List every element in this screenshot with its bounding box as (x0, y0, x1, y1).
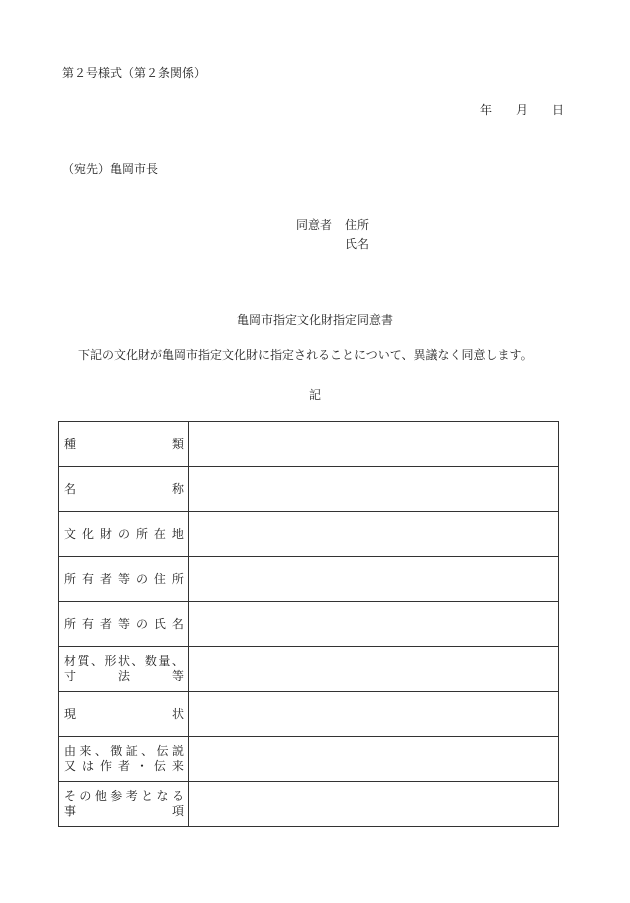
label-char: と (141, 789, 154, 803)
field-value-cell[interactable] (189, 602, 559, 647)
label-char: 数 (144, 654, 157, 668)
label-line (64, 572, 184, 587)
field-label (59, 602, 189, 647)
date-year: 年 (479, 103, 492, 117)
label-char: 住 (153, 571, 166, 586)
label-line (64, 759, 184, 774)
field-label-text (64, 744, 184, 774)
field-label-text (64, 707, 184, 722)
table-row (59, 692, 559, 737)
consenter-label: 同意者 (296, 218, 333, 232)
label-char: 形 (104, 654, 117, 668)
label-line (64, 527, 184, 542)
field-label (59, 422, 189, 467)
label-char: 他 (94, 789, 107, 803)
label-char: 種 (64, 436, 77, 451)
label-char: 文 (64, 526, 77, 541)
label-char: 財 (99, 526, 112, 541)
label-char: 伝 (153, 759, 166, 773)
table-row (59, 422, 559, 467)
field-label-text (64, 572, 184, 587)
field-value-cell[interactable] (189, 647, 559, 692)
label-char: 来 (171, 759, 184, 773)
field-value-cell[interactable] (189, 782, 559, 827)
label-char: 現 (64, 706, 77, 721)
table-row (59, 782, 559, 827)
table-row (59, 557, 559, 602)
label-char: 状 (117, 654, 130, 668)
label-char: 参 (110, 789, 123, 803)
label-line (64, 617, 184, 632)
label-char: 在 (153, 526, 166, 541)
label-char: そ (64, 789, 77, 803)
ki-heading: 記 (308, 388, 321, 402)
label-char: 所 (135, 526, 148, 541)
label-char: 等 (171, 669, 184, 683)
table-row (59, 602, 559, 647)
label-char: 項 (171, 804, 184, 818)
label-char: 作 (99, 759, 112, 773)
label-char: 名 (64, 481, 77, 496)
label-char: 考 (125, 789, 138, 803)
field-value-cell[interactable] (189, 512, 559, 557)
label-char: な (156, 789, 169, 803)
field-label-text (64, 527, 184, 542)
label-char: 質 (77, 654, 90, 668)
label-char: 法 (117, 669, 130, 683)
date-line (480, 103, 564, 117)
label-char: 状 (171, 706, 184, 721)
label-char: 又 (64, 759, 77, 773)
label-char: 説 (171, 744, 184, 758)
form-number: 第２号様式（第２条関係） (62, 66, 207, 80)
field-label (59, 647, 189, 692)
field-label-text (64, 617, 184, 632)
field-value-cell[interactable] (189, 737, 559, 782)
label-char: 材 (64, 654, 77, 668)
label-char: 地 (171, 526, 184, 541)
field-label (59, 557, 189, 602)
field-label (59, 737, 189, 782)
label-line (64, 789, 184, 804)
label-char: 量 (158, 654, 171, 668)
table-row (59, 467, 559, 512)
field-label-text (64, 437, 184, 452)
date-month: 月 (515, 103, 528, 117)
address-label: 住所 (345, 218, 370, 232)
field-label (59, 512, 189, 557)
field-label-text (64, 482, 184, 497)
label-char: 者 (99, 616, 112, 631)
label-char: 氏 (153, 616, 166, 631)
label-char: 等 (117, 616, 130, 631)
field-label-text (64, 654, 184, 684)
label-char: 類 (171, 436, 184, 451)
label-char: 、 (131, 654, 144, 668)
label-char: 、 (141, 744, 154, 758)
table-row (59, 647, 559, 692)
label-line (64, 482, 184, 497)
label-char: は (81, 759, 94, 773)
label-char: の (135, 571, 148, 586)
label-line (64, 744, 184, 759)
label-line (64, 707, 184, 722)
label-char: 有 (81, 616, 94, 631)
label-char: 等 (117, 571, 130, 586)
field-label (59, 692, 189, 737)
label-char: 寸 (64, 669, 77, 683)
form-table (58, 421, 559, 827)
label-char: 有 (81, 571, 94, 586)
field-value-cell[interactable] (189, 422, 559, 467)
date-day: 日 (551, 103, 564, 117)
label-char: の (135, 616, 148, 631)
label-line (64, 654, 184, 669)
label-char: の (117, 526, 130, 541)
label-line (64, 804, 184, 819)
field-value-cell[interactable] (189, 692, 559, 737)
label-char: 者 (99, 571, 112, 586)
label-line (64, 437, 184, 452)
label-char: 所 (64, 571, 77, 586)
label-char: 、 (94, 744, 107, 758)
label-char: の (79, 789, 92, 803)
field-value-cell[interactable] (189, 557, 559, 602)
label-char: 、 (90, 654, 103, 668)
label-char: 者 (117, 759, 130, 773)
label-char: 、 (171, 654, 184, 668)
label-char: 化 (81, 526, 94, 541)
field-value-cell[interactable] (189, 467, 559, 512)
field-label (59, 467, 189, 512)
label-line (64, 669, 184, 684)
label-char: 由 (64, 744, 77, 758)
label-char: 名 (171, 616, 184, 631)
label-char: 証 (125, 744, 138, 758)
label-char: 事 (64, 804, 77, 818)
label-char: 来 (79, 744, 92, 758)
label-char: 徴 (110, 744, 123, 758)
field-label-text (64, 789, 184, 819)
table-row (59, 512, 559, 557)
name-label: 氏名 (345, 237, 370, 251)
label-char: 伝 (156, 744, 169, 758)
label-char: る (171, 789, 184, 803)
form-table-body (59, 422, 559, 827)
label-char: 所 (171, 571, 184, 586)
document-title: 亀岡市指定文化財指定同意書 (236, 313, 393, 327)
label-char: ・ (135, 759, 148, 773)
label-char: 称 (171, 481, 184, 496)
body-text: 下記の文化財が亀岡市指定文化財に指定されることについて、異議なく同意します。 (78, 348, 533, 362)
table-row (59, 737, 559, 782)
field-label (59, 782, 189, 827)
addressee: （宛先）亀岡市長 (62, 162, 159, 176)
label-char: 所 (64, 616, 77, 631)
